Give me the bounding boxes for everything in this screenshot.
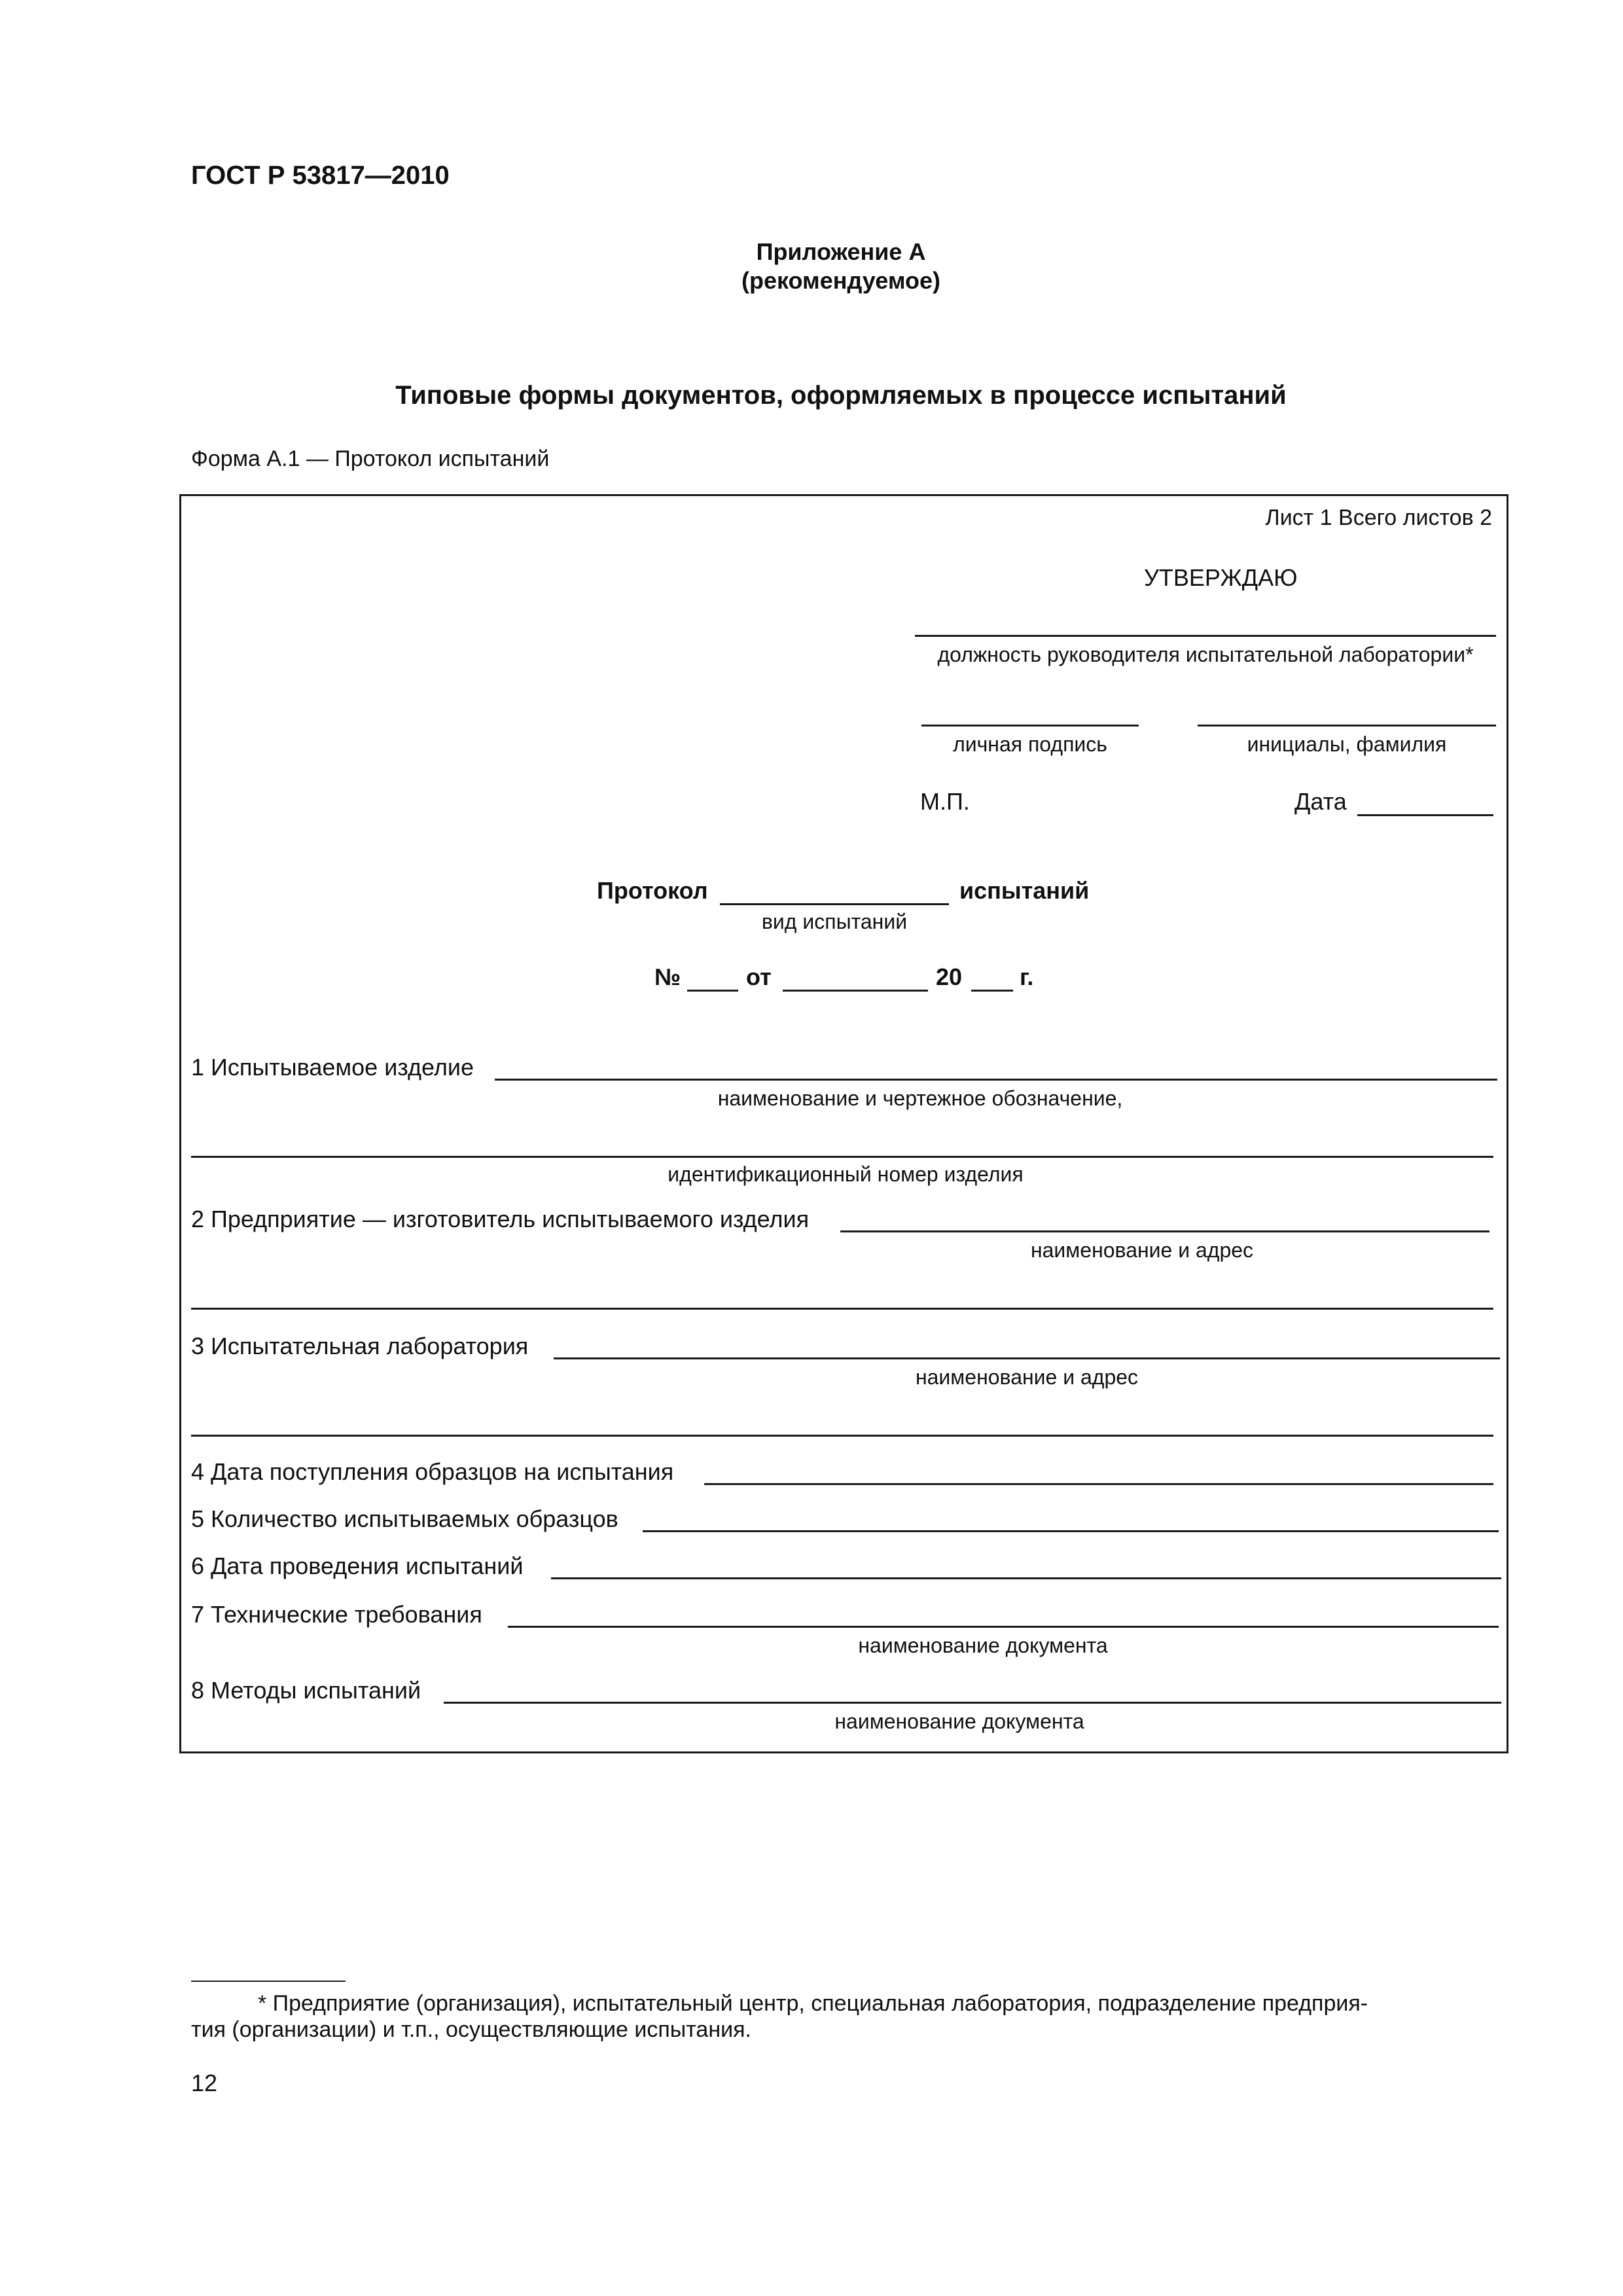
item-2-line-2 bbox=[191, 1308, 1493, 1310]
footnote-line-1: * Предприятие (организация), испытательный центр, специальная лаборатория, подразделение предприя- bbox=[258, 1991, 1368, 2016]
date-label: Дата bbox=[1294, 788, 1347, 815]
test-type-caption: вид испытаний bbox=[761, 910, 908, 933]
item-7-label: 7 Технические требования bbox=[191, 1601, 482, 1628]
item-7-line bbox=[508, 1626, 1499, 1628]
footnote-line-2: тия (организации) и т.п., осуществляющие испытания. bbox=[191, 2017, 751, 2042]
item-1-label: 1 Испытываемое изделие bbox=[191, 1054, 474, 1081]
item-3-line-2 bbox=[191, 1435, 1493, 1437]
appendix-status: (рекомендуемое) bbox=[741, 267, 940, 294]
item-1-line bbox=[495, 1079, 1497, 1081]
protocol-word: Протокол bbox=[597, 877, 708, 904]
sheet-info: Лист 1 Всего листов 2 bbox=[1265, 505, 1492, 530]
item-7-caption: наименование документа bbox=[858, 1634, 1108, 1657]
item-4-label: 4 Дата поступления образцов на испытания bbox=[191, 1458, 674, 1485]
name-line bbox=[1198, 725, 1496, 726]
item-8-caption: наименование документа bbox=[834, 1710, 1084, 1733]
stamp-label: М.П. bbox=[920, 788, 970, 815]
approve-label: УТВЕРЖДАЮ bbox=[1144, 564, 1298, 591]
item-5-label: 5 Количество испытываемых образцов bbox=[191, 1505, 618, 1532]
item-1-caption-2: идентификационный номер изделия bbox=[668, 1162, 1024, 1186]
test-type-line bbox=[720, 903, 949, 905]
page-number: 12 bbox=[191, 2070, 218, 2096]
date-of-protocol-line bbox=[783, 990, 928, 992]
item-1-line-2 bbox=[191, 1156, 1493, 1158]
year-prefix: 20 bbox=[936, 963, 963, 990]
item-4-line bbox=[704, 1483, 1493, 1485]
position-caption: должность руководителя испытательной лаборатории* bbox=[937, 643, 1474, 666]
item-2-label: 2 Предприятие — изготовитель испытываемого изделия bbox=[191, 1206, 810, 1232]
position-line bbox=[915, 635, 1496, 637]
from-word: от bbox=[746, 963, 772, 990]
appendix-title: Приложение А bbox=[756, 238, 926, 265]
item-5-line bbox=[643, 1530, 1499, 1532]
item-8-label: 8 Методы испытаний bbox=[191, 1677, 421, 1704]
item-3-label: 3 Испытательная лаборатория bbox=[191, 1333, 529, 1359]
year-suffix: г. bbox=[1020, 963, 1034, 990]
form-label: Форма А.1 — Протокол испытаний bbox=[191, 446, 550, 471]
name-caption: инициалы, фамилия bbox=[1247, 732, 1447, 756]
item-1-caption: наименование и чертежное обозначение, bbox=[717, 1086, 1123, 1110]
item-2-caption: наименование и адрес bbox=[1030, 1238, 1254, 1262]
item-6-line bbox=[551, 1577, 1501, 1579]
item-8-line bbox=[444, 1702, 1501, 1704]
item-2-line bbox=[840, 1230, 1489, 1232]
date-line bbox=[1357, 814, 1493, 816]
signature-line bbox=[921, 725, 1139, 726]
signature-caption: личная подпись bbox=[953, 732, 1107, 756]
item-3-caption: наименование и адрес bbox=[915, 1365, 1139, 1389]
tests-word: испытаний bbox=[959, 877, 1090, 904]
item-3-line bbox=[554, 1357, 1500, 1359]
number-line bbox=[687, 990, 738, 992]
footnote-separator bbox=[191, 1981, 346, 1982]
item-6-label: 6 Дата проведения испытаний bbox=[191, 1552, 524, 1579]
year-line bbox=[971, 990, 1013, 992]
document-standard-number: ГОСТ Р 53817—2010 bbox=[191, 161, 450, 190]
number-sign: № bbox=[654, 963, 681, 990]
section-title: Типовые формы документов, оформляемых в процессе испытаний bbox=[395, 381, 1287, 410]
